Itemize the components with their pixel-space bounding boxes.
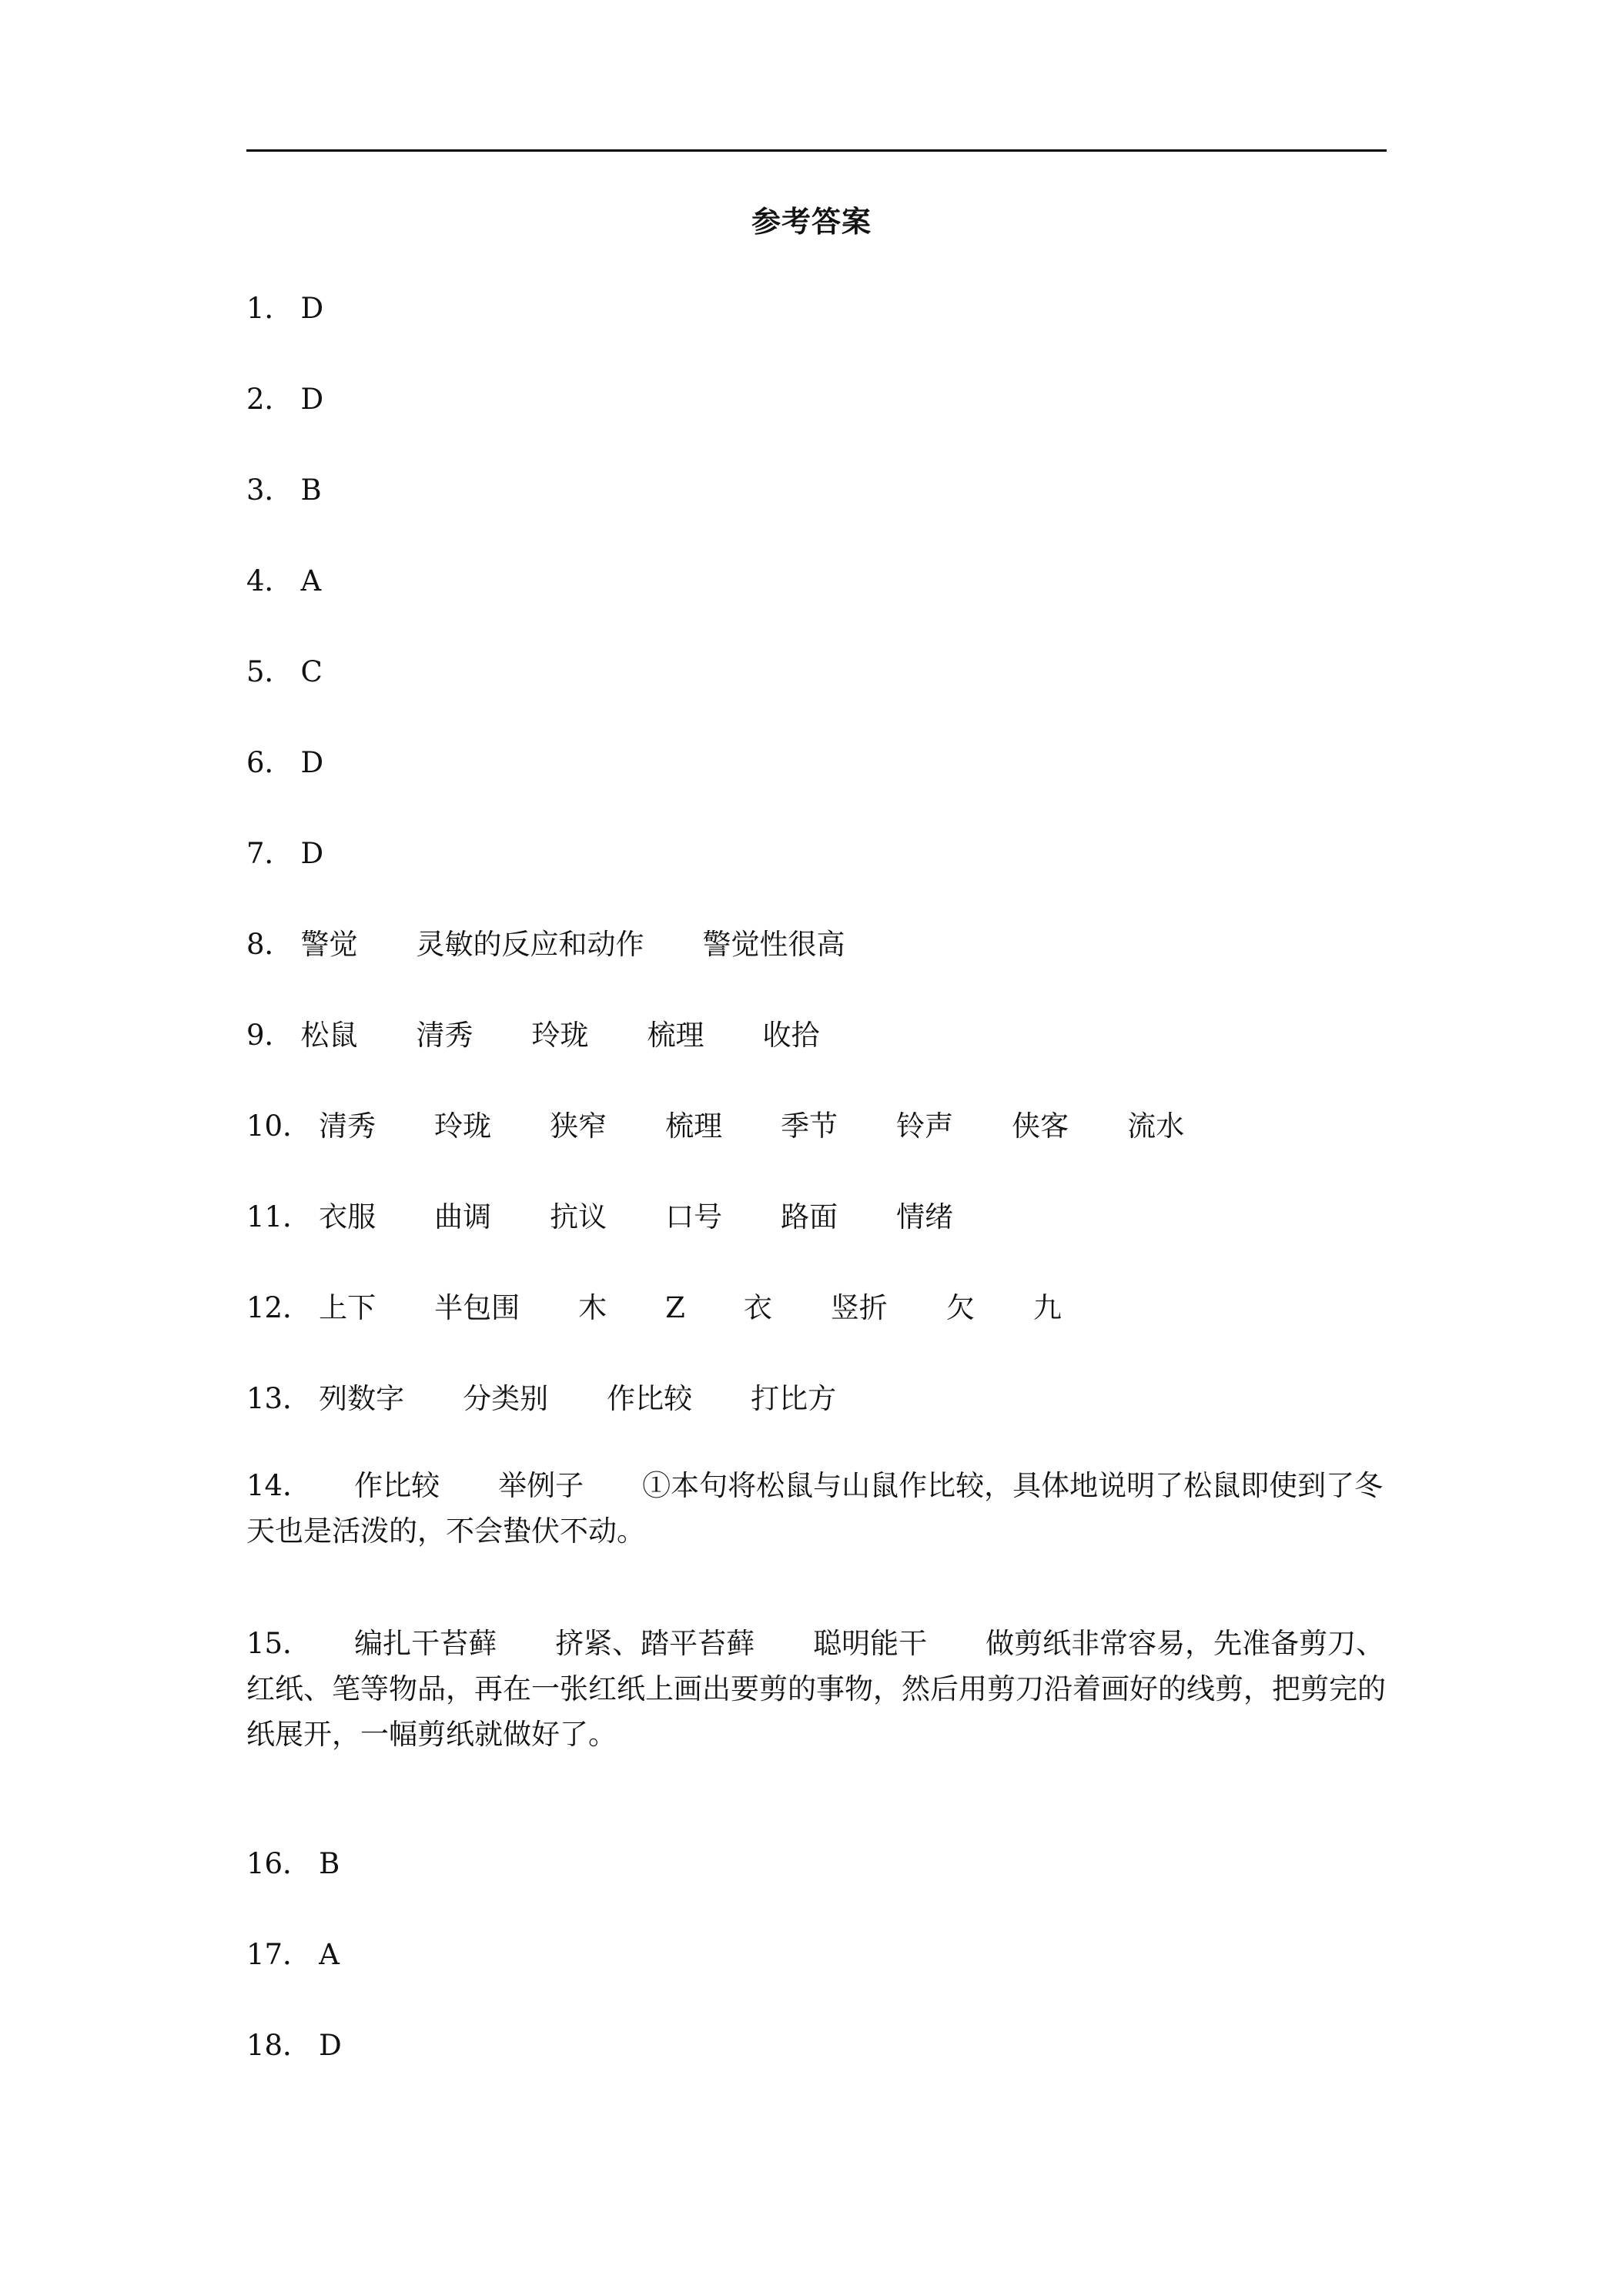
answer-text: 流水	[1127, 1110, 1185, 1143]
answer-number: 12．	[246, 1291, 312, 1324]
answer-text: ①本句将松鼠与山鼠作比较，具体地说明了松鼠即使到了冬天也是活泼的，不会蛰伏不动。	[246, 1469, 1384, 1548]
answer-item-14	[246, 1463, 1389, 1554]
answer-text: Z	[665, 1291, 685, 1324]
answer-text: 梳理	[647, 1019, 704, 1052]
answer-number: 1．	[246, 292, 293, 325]
answer-number: 15．	[246, 1627, 312, 1660]
answer-text: 分类别	[463, 1382, 549, 1415]
answer-item-9	[246, 1012, 1389, 1059]
answer-text: 抗议	[550, 1200, 607, 1233]
answer-item-11	[246, 1193, 1389, 1240]
answer-text: 曲调	[434, 1200, 492, 1233]
answer-item-4	[246, 557, 1389, 604]
answer-text: 聪明能干	[813, 1627, 928, 1660]
answer-text: 铃声	[896, 1110, 954, 1143]
answer-text: C	[300, 655, 323, 688]
answer-number: 5．	[246, 655, 293, 688]
answer-text: D	[300, 746, 324, 779]
answer-item-15	[246, 1621, 1389, 1757]
answer-item-2	[246, 376, 1389, 423]
answer-text: 侠客	[1012, 1110, 1069, 1143]
answer-number: 16．	[246, 1847, 312, 1880]
answer-number: 18．	[246, 2029, 312, 2062]
answer-item-13	[246, 1375, 1389, 1422]
answer-text: 清秀	[416, 1019, 474, 1052]
answer-text: D	[319, 2029, 342, 2062]
answer-number: 9．	[246, 1019, 293, 1052]
answer-text: 编扎干苔藓	[354, 1627, 497, 1660]
answer-number: 3．	[246, 474, 293, 507]
answer-text: 作比较	[354, 1469, 440, 1502]
answer-text: 木	[578, 1291, 607, 1324]
answer-text: 警觉性很高	[702, 928, 845, 961]
answer-text: D	[300, 292, 324, 325]
answer-text: D	[300, 837, 324, 870]
answer-item-3	[246, 467, 1389, 514]
answer-text: 竖折	[830, 1291, 888, 1324]
answer-text: 挤紧、踏平苔藓	[555, 1627, 755, 1660]
answer-number: 11．	[246, 1200, 312, 1233]
answer-text: 松鼠	[300, 1019, 358, 1052]
answer-text: 半包围	[434, 1291, 520, 1324]
answer-number: 4．	[246, 564, 293, 597]
answer-text: 列数字	[319, 1382, 405, 1415]
answer-text: A	[300, 564, 322, 597]
answer-text: 九	[1032, 1291, 1062, 1324]
answer-item-8	[246, 921, 1389, 968]
answer-item-6	[246, 739, 1389, 786]
answer-item-12	[246, 1284, 1389, 1331]
answer-number: 17．	[246, 1938, 312, 1971]
answer-text: B	[300, 474, 322, 507]
answer-text: 打比方	[751, 1382, 837, 1415]
answer-number: 6．	[246, 746, 293, 779]
page-title: 参考答案	[751, 205, 872, 239]
answer-number: 10．	[246, 1110, 312, 1143]
answer-item-5	[246, 648, 1389, 695]
answer-text: 口号	[665, 1200, 723, 1233]
answer-text: 狭窄	[550, 1110, 607, 1143]
answer-text: 做剪纸非常容易，先准备剪刀、红纸、笔等物品，再在一张红纸上画出要剪的事物，然后用剪刀沿着画好的线剪，把剪完的纸展开，一幅剪纸就做好了。	[246, 1627, 1386, 1751]
answer-text: 灵敏的反应和动作	[416, 928, 644, 961]
answer-text: 警觉	[300, 928, 358, 961]
answer-item-7	[246, 830, 1389, 877]
answer-number: 7．	[246, 837, 293, 870]
answer-item-1	[246, 285, 1389, 332]
answer-item-10	[246, 1103, 1389, 1150]
answer-text: 梳理	[665, 1110, 723, 1143]
answer-text: 收拾	[762, 1019, 820, 1052]
answer-number: 8．	[246, 928, 293, 961]
answer-number: 14．	[246, 1469, 312, 1502]
answer-text: 衣服	[319, 1200, 376, 1233]
answer-text: 玲珑	[434, 1110, 492, 1143]
answer-text: 举例子	[498, 1469, 584, 1502]
answer-item-17	[246, 1931, 1389, 1978]
answer-text: 季节	[781, 1110, 838, 1143]
answer-text: 情绪	[896, 1200, 954, 1233]
answer-number: 2．	[246, 383, 293, 416]
answer-text: A	[319, 1938, 340, 1971]
answer-item-18	[246, 2022, 1389, 2069]
answer-text: 作比较	[607, 1382, 693, 1415]
answer-text: B	[319, 1847, 340, 1880]
answer-text: D	[300, 383, 324, 416]
answer-item-16	[246, 1840, 1389, 1887]
answer-text: 路面	[781, 1200, 838, 1233]
answer-text: 清秀	[319, 1110, 376, 1143]
answer-number: 13．	[246, 1382, 312, 1415]
answer-text: 玲珑	[531, 1019, 589, 1052]
answer-text: 衣	[743, 1291, 772, 1324]
answer-text: 欠	[945, 1291, 975, 1324]
answer-text: 上下	[319, 1291, 376, 1324]
